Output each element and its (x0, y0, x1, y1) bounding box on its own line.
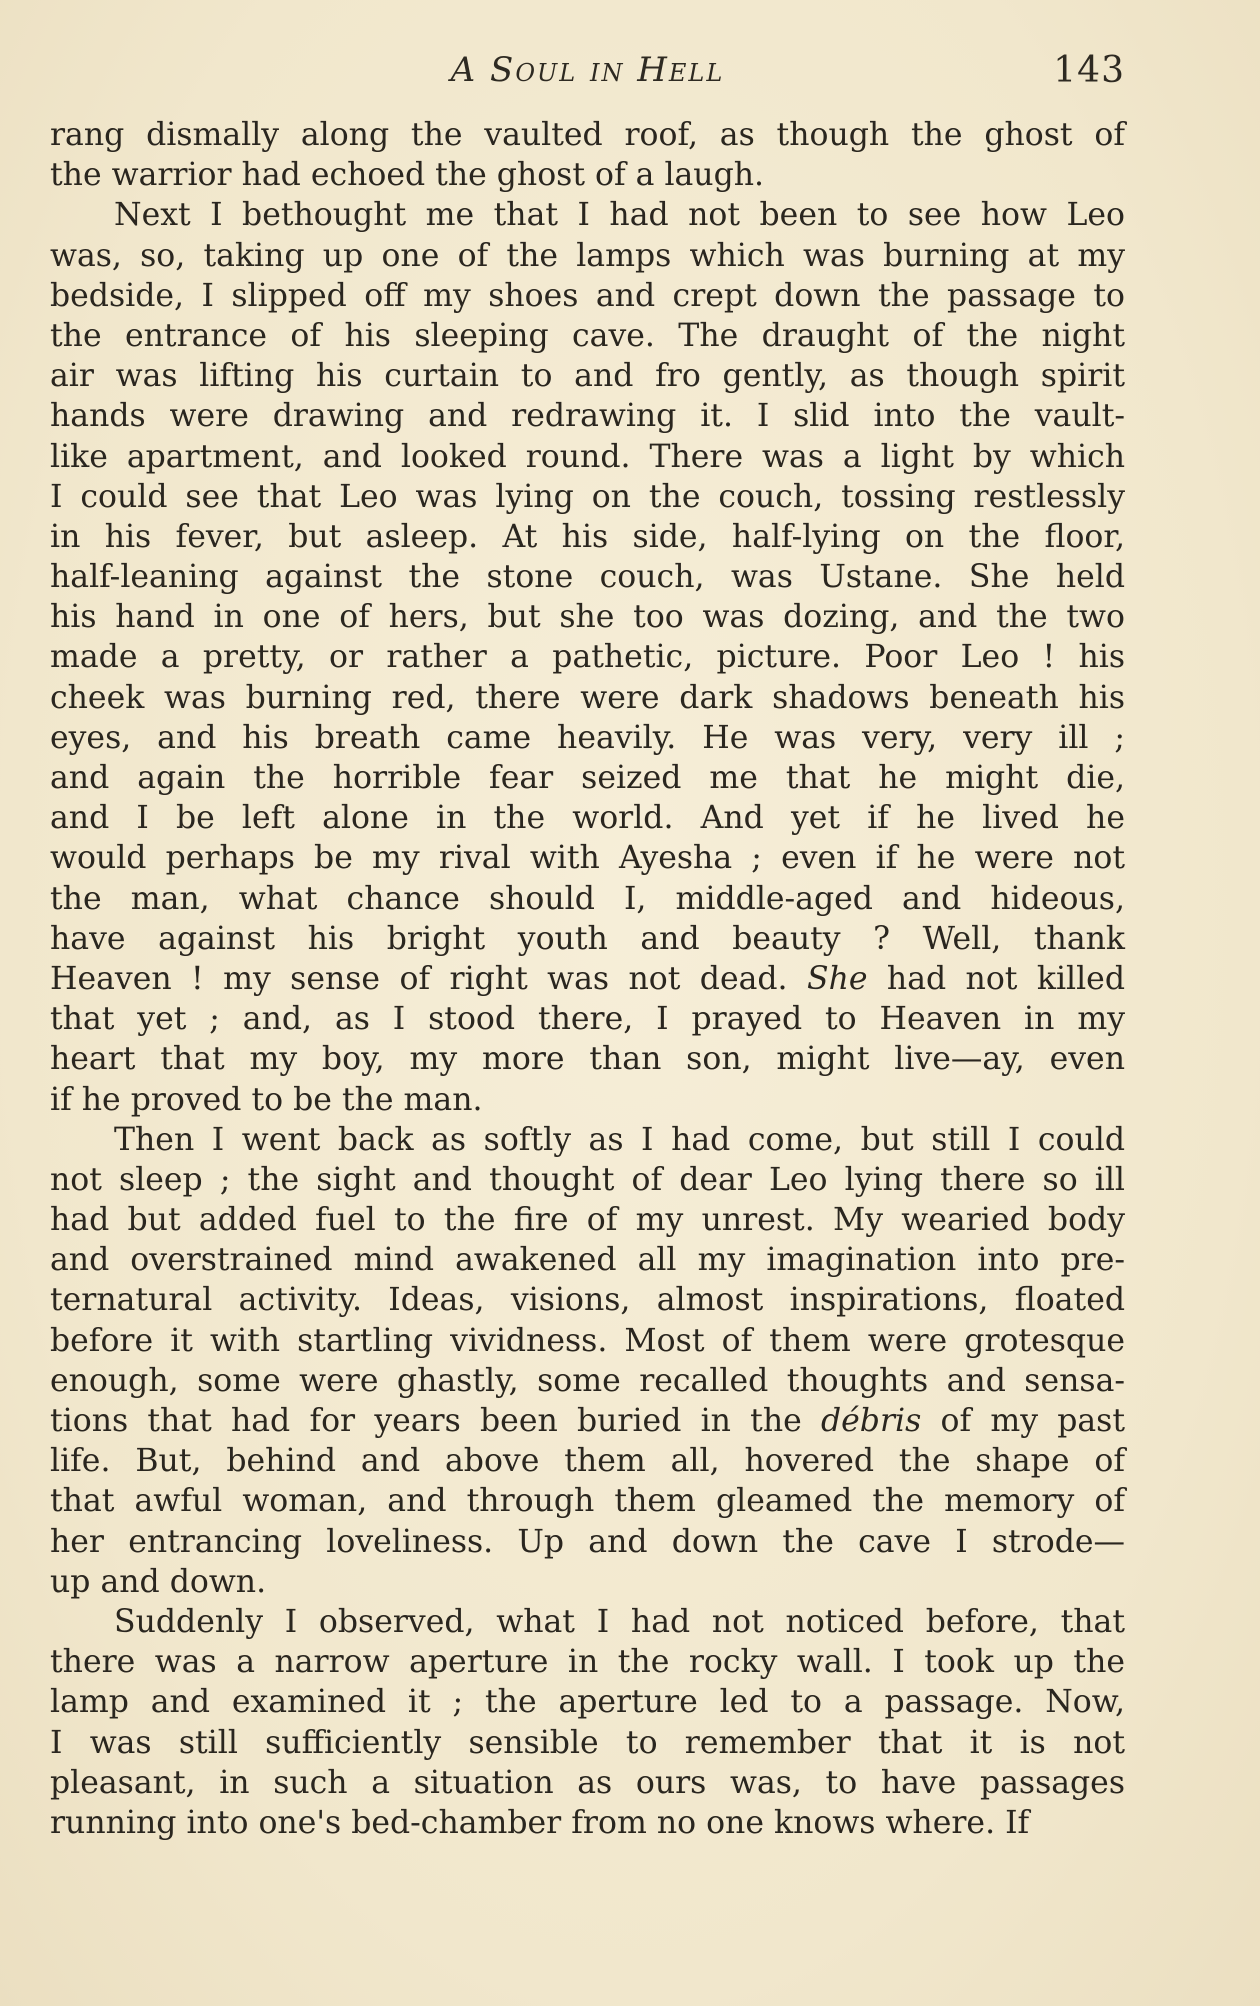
text-line: was, so, taking up one of the lamps which was burning at my (50, 237, 1125, 274)
text-line: Suddenly I observed, what I had not noticed before, that (114, 1603, 1125, 1640)
text-line: Heaven ! my sense of right was not dead. She had not killed (50, 960, 1125, 997)
text-line: air was lifting his curtain to and fro gently, as though spirit (50, 358, 1125, 395)
text-line: like apartment, and looked round. There was a light by which (50, 438, 1125, 475)
paragraph (50, 195, 1125, 1119)
page-number: 143 (1053, 50, 1125, 91)
text-line: the warrior had echoed the ghost of a laugh. (50, 157, 765, 194)
text-line: before it with startling vividness. Most of them were grotesque (50, 1322, 1125, 1359)
paragraph (50, 1120, 1125, 1602)
text-line: the man, what chance should I, middle-aged and hideous, (50, 880, 1125, 917)
text-line: and overstrained mind awakened all my imagination into pre- (50, 1242, 1125, 1279)
text-line: her entrancing loveliness. Up and down the cave I strode— (50, 1523, 1125, 1560)
text-line: eyes, and his breath came heavily. He was very, very ill ; (50, 719, 1125, 756)
text-line: made a pretty, or rather a pathetic, picture. Poor Leo ! his (50, 639, 1125, 676)
text-line: running into one's bed-chamber from no one knows where. If (50, 1804, 1030, 1841)
text-line: the entrance of his sleeping cave. The draught of the night (50, 317, 1125, 354)
text-line: in his fever, but asleep. At his side, half-lying on the floor, (50, 518, 1125, 555)
text-line: I was still sufficiently sensible to remember that it is not (50, 1724, 1125, 1761)
body-text (50, 115, 1125, 1843)
text-line: lamp and examined it ; the aperture led to a passage. Now, (50, 1684, 1125, 1721)
text-line: heart that my boy, my more than son, might live—ay, even (50, 1041, 1125, 1078)
text-line: hands were drawing and redrawing it. I slid into the vault- (50, 398, 1125, 435)
text-line: up and down. (50, 1563, 267, 1600)
text-line: cheek was burning red, there were dark shadows beneath his (50, 679, 1125, 716)
text-line: half-leaning against the stone couch, was Ustane. She held (50, 559, 1125, 596)
paragraph (50, 1602, 1125, 1843)
text-line: tions that had for years been buried in the débris of my past (50, 1403, 1125, 1439)
text-line: Then I went back as softly as I had come, but still I could (114, 1121, 1125, 1158)
text-line: have against his bright youth and beauty ? Well, thank (50, 920, 1125, 957)
text-line: would perhaps be my rival with Ayesha ; even if he were not (50, 840, 1125, 877)
text-line: that yet ; and, as I stood there, I prayed to Heaven in my (50, 1001, 1125, 1038)
text-line: Next I bethought me that I had not been to see how Leo (114, 197, 1125, 234)
text-line: and I be left alone in the world. And yet if he lived he (50, 800, 1125, 837)
text-line: had but added fuel to the fire of my unrest. My wearied body (50, 1202, 1125, 1239)
text-line: not sleep ; the sight and thought of dear Leo lying there so ill (50, 1161, 1125, 1198)
text-line: that awful woman, and through them gleamed the memory of (50, 1483, 1125, 1520)
text-line: pleasant, in such a situation as ours was, to have passages (50, 1764, 1125, 1801)
running-title: A Soul in Hell (450, 50, 725, 90)
text-line: I could see that Leo was lying on the couch, tossing restlessly (50, 478, 1125, 515)
text-line: life. But, behind and above them all, hovered the shape of (50, 1443, 1125, 1480)
text-line: there was a narrow aperture in the rocky wall. I took up the (50, 1644, 1125, 1681)
text-line: if he proved to be the man. (50, 1081, 483, 1118)
text-line: enough, some were ghastly, some recalled thoughts and sensa- (50, 1362, 1125, 1399)
running-head (50, 48, 1125, 100)
text-line: his hand in one of hers, but she too was dozing, and the two (50, 599, 1125, 636)
text-line: and again the horrible fear seized me that he might die, (50, 760, 1125, 796)
text-line: ternatural activity. Ideas, visions, almost inspirations, floated (50, 1282, 1125, 1319)
text-line: rang dismally along the vaulted roof, as though the ghost of (50, 117, 1125, 153)
paragraph (50, 115, 1125, 195)
text-line: bedside, I slipped off my shoes and crept down the passage to (50, 277, 1125, 314)
